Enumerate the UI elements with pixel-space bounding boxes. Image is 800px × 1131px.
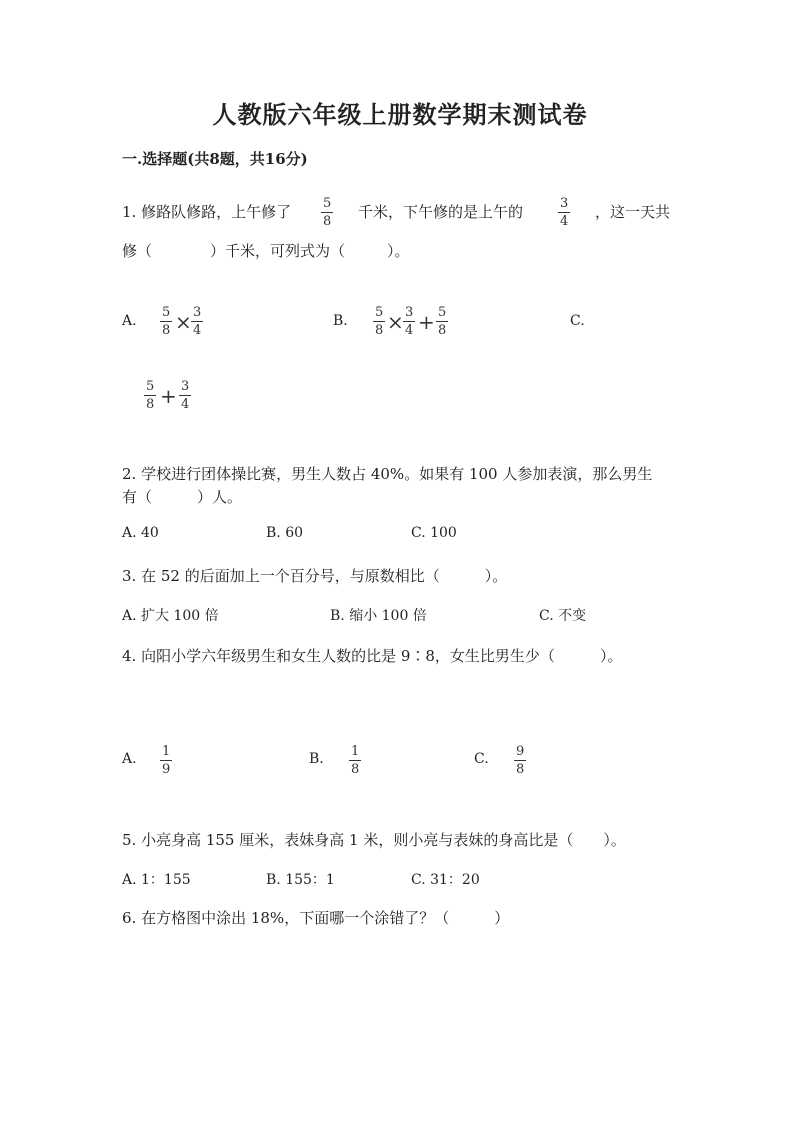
- q1-option-c-fraction-1: [144, 379, 156, 412]
- plus-sign: +: [160, 384, 177, 408]
- q1-option-c-fraction-2: [179, 379, 191, 412]
- q4-option-c-label: C.: [474, 751, 489, 767]
- denominator: 4: [560, 214, 569, 229]
- q1-line2-a: 修（: [122, 242, 153, 260]
- numerator: 5: [146, 379, 155, 394]
- q2-text-line-2: 有（ ）人。: [122, 488, 243, 506]
- plus-sign: +: [418, 310, 435, 334]
- q1-option-c-label: C.: [570, 313, 585, 329]
- denominator: 8: [351, 762, 360, 777]
- section-heading: 一.选择题(共8题，共16分): [122, 150, 308, 168]
- q2-text-line-1: 2. 学校进行团体操比赛，男生人数占 40%。如果有 100 人参加表演，那么男生: [122, 465, 653, 483]
- numerator: 5: [323, 196, 332, 211]
- numerator: 3: [560, 196, 569, 211]
- denominator: 4: [405, 323, 414, 338]
- denominator: 8: [516, 762, 525, 777]
- q4-option-b-label: B.: [309, 751, 324, 767]
- q1-option-b-label: B.: [333, 313, 348, 329]
- q4-option-b-fraction: [349, 744, 361, 777]
- denominator: 9: [162, 762, 171, 777]
- denominator: 8: [438, 323, 447, 338]
- denominator: 4: [193, 323, 202, 338]
- numerator: 5: [375, 305, 384, 320]
- q5-option-c: C. 31：20: [411, 872, 480, 888]
- q1-fraction-1: [321, 196, 333, 229]
- times-sign: ×: [387, 310, 404, 334]
- numerator: 9: [516, 744, 525, 759]
- q5-option-b: B. 155：1: [266, 872, 335, 888]
- numerator: 1: [351, 744, 360, 759]
- q1-text-part-a: 1. 修路队修路，上午修了: [122, 203, 292, 221]
- page-title: 人教版六年级上册数学期末测试卷: [212, 100, 588, 129]
- denominator: 8: [162, 323, 171, 338]
- q3-text: 3. 在 52 的后面加上一个百分号，与原数相比（ ）。: [122, 567, 508, 585]
- q1-line2-b: ）千米，可列式为（: [210, 242, 346, 260]
- q1-line2-c: ）。: [387, 242, 410, 260]
- q3-option-c: C. 不变: [539, 608, 587, 624]
- numerator: 3: [181, 379, 190, 394]
- q1-option-b-fraction-3: [436, 305, 448, 338]
- q2-option-b: B. 60: [266, 525, 304, 541]
- numerator: 5: [438, 305, 447, 320]
- numerator: 5: [162, 305, 171, 320]
- numerator: 3: [193, 305, 202, 320]
- q1-fraction-2: [558, 196, 570, 229]
- q1-option-a-label: A.: [122, 313, 137, 329]
- q5-text: 5. 小亮身高 155 厘米，表妹身高 1 米，则小亮与表妹的身高比是（ ）。: [122, 831, 626, 849]
- q1-text-part-b: 千米，下午修的是上午的: [358, 203, 524, 221]
- q1-option-b-fraction-1: [373, 305, 385, 338]
- q1-text-part-c: ，这一天共: [595, 203, 671, 221]
- numerator: 1: [162, 744, 171, 759]
- q6-text: 6. 在方格图中涂出 18%，下面哪一个涂错了？（ ）: [122, 909, 510, 927]
- q3-option-a: A. 扩大 100 倍: [122, 608, 219, 624]
- q5-option-a: A. 1：155: [122, 872, 191, 888]
- numerator: 3: [405, 305, 414, 320]
- denominator: 8: [323, 214, 332, 229]
- q4-text: 4. 向阳小学六年级男生和女生人数的比是 9∶8，女生比男生少（ ）。: [122, 647, 623, 665]
- times-sign: ×: [175, 310, 192, 334]
- q1-option-a-fraction-1: [160, 305, 172, 338]
- denominator: 4: [181, 397, 190, 412]
- q4-option-a-label: A.: [122, 751, 137, 767]
- q2-option-a: A. 40: [122, 525, 159, 541]
- q3-option-b: B. 缩小 100 倍: [330, 608, 427, 624]
- denominator: 8: [146, 397, 155, 412]
- q4-option-a-fraction: [160, 744, 172, 777]
- q1-option-a-fraction-2: [191, 305, 203, 338]
- q2-option-c: C. 100: [411, 525, 457, 541]
- denominator: 8: [375, 323, 384, 338]
- q4-option-c-fraction: [514, 744, 526, 777]
- q1-option-b-fraction-2: [403, 305, 415, 338]
